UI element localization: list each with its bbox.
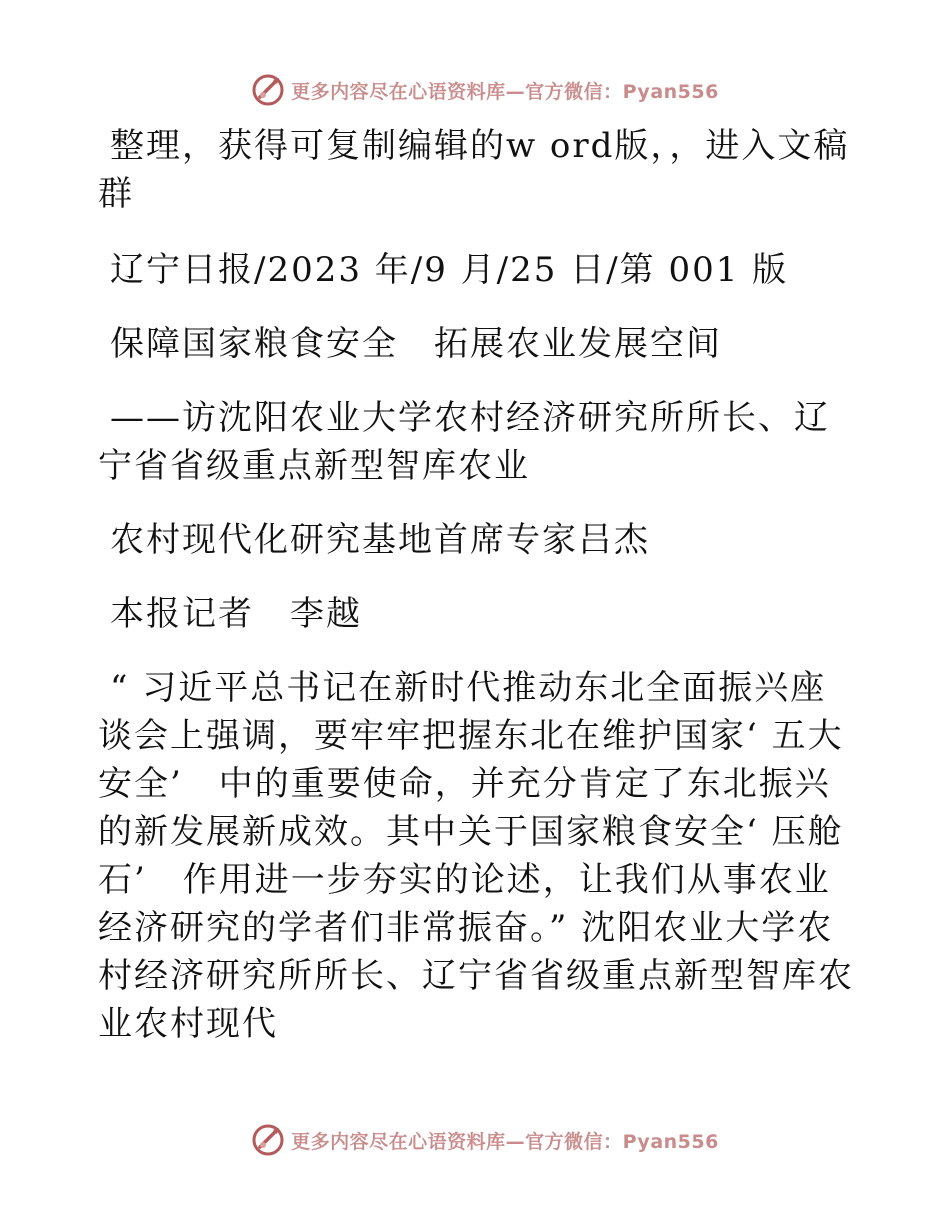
subheadline-continued: 农村现代化研究基地首席专家吕杰 xyxy=(110,520,650,560)
brush-seal-icon xyxy=(251,1123,285,1157)
watermark-group xyxy=(251,1123,719,1157)
watermark-banner-top xyxy=(0,70,950,110)
subheadline: ——访沈阳农业大学农村经济研究所所长、辽宁省省级重点新型智库农业 xyxy=(98,398,830,486)
watermark-banner-bottom xyxy=(0,1120,950,1160)
headline: 保障国家粮食安全 拓展农业发展空间 xyxy=(110,324,722,364)
watermark-text: 更多内容尽在心语资料库—官方微信：Pyan556 xyxy=(291,1130,719,1153)
watermark-group xyxy=(251,73,719,107)
brush-seal-icon xyxy=(251,73,285,107)
source-line: 辽宁日报/2023 年/9 月/25 日/第 001 版 xyxy=(110,250,789,290)
intro-text: 整理，获得可复制编辑的w ord版，，进入文稿群 xyxy=(98,126,850,214)
body-paragraph: “ 习近平总书记在新时代推动东北全面振兴座谈会上强调，要牢牢把握东北在维护国家‘ 五大安全’ 中的重要使命，并充分肯定了东北振兴的新发展新成效。其中关于国家粮食安全‘ 压舱石’ 作用进一步夯实的论述，让我们从事农业经济研究的学者们非常振奋。” 沈阳农业大学农村经济研究所所长、辽宁省省级重点新型智库农业农村现代 xyxy=(98,668,854,1044)
document-body xyxy=(98,122,858,1048)
byline: 本报记者 李越 xyxy=(110,594,362,634)
watermark-text: 更多内容尽在心语资料库—官方微信：Pyan556 xyxy=(291,80,719,103)
